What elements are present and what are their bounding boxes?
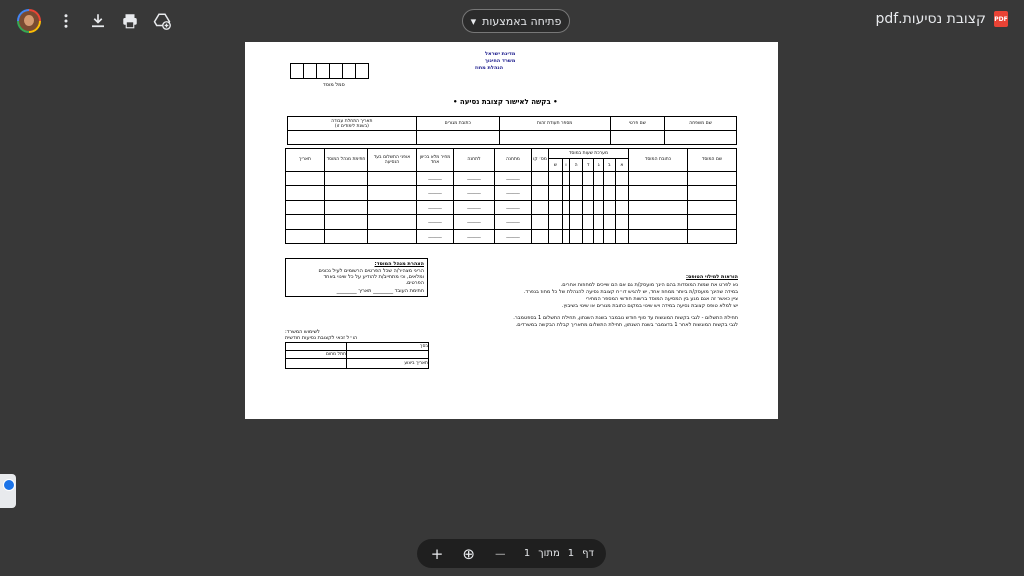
pdf-file-icon: PDF [994, 11, 1008, 27]
office-use-title: לשימוש המשרד: [285, 329, 320, 335]
institution-code-label: סמל מוסד [323, 82, 345, 88]
office-amount: בסך [347, 343, 429, 351]
total-pages: 1 [523, 548, 531, 559]
day-label: ג [594, 159, 603, 171]
of-label: מתוך [538, 548, 560, 559]
manager-box-line3: הפרטים. [405, 280, 424, 286]
side-panel-tab[interactable] [0, 474, 16, 508]
institution-code-boxes[interactable] [291, 63, 369, 79]
col-institution-name: שם המוסד [688, 149, 737, 172]
col-line-number: מס׳ קו [532, 149, 549, 172]
table-row[interactable]: ______ ______ ______ [286, 215, 737, 229]
day-label: ש [549, 159, 563, 171]
page-label: דף [582, 548, 594, 559]
input-cell[interactable] [665, 131, 737, 145]
top-toolbar [0, 0, 1024, 42]
teamviewer-icon [3, 479, 15, 491]
zoom-icon[interactable]: ⊕ [462, 544, 475, 563]
chevron-down-icon: ▾ [470, 14, 477, 28]
instructions-line6: לגבי בקשות המוגשות לאחר 1 בדצמבר בשנת השנתון, תחילת התשלום מתאריך קבלת הבקשה במשרדים. [515, 322, 738, 328]
more-vert-icon[interactable] [57, 12, 75, 30]
table-row[interactable]: ______ ______ ______ [286, 186, 737, 200]
current-page[interactable]: 1 [567, 548, 575, 559]
day-label: ה [570, 159, 583, 171]
table-row[interactable]: ______ ______ ______ [286, 200, 737, 214]
file-title [875, 11, 1008, 27]
page-controls [417, 539, 606, 568]
input-cell[interactable] [499, 131, 610, 145]
office-use-table [285, 342, 429, 369]
instructions-line2: במידה שהינך מועסק/ת ביותר ממחוז אחד, יש להגיש דו״ח קצובת נסיעה להנהלת של כל מחוז בנפרד. [523, 289, 738, 295]
col-schedule: מערכת שעות במוסד [549, 149, 629, 159]
header-ministry-line1: מדינת ישראל [485, 51, 516, 57]
header-ministry-line2: משרד החינוך [485, 58, 516, 64]
instructions-line4: יש למלא טופס קצובת נסיעה במידה ויש שינוי במקום כתובת מגורים או שינוי בשיבוץ. [561, 303, 738, 309]
day-label: ד [583, 159, 594, 171]
col-payment-method: אופני התשלום בעד הנסיעה [368, 149, 417, 172]
header-start-date: תאריך התחלת עבודה (בשנת לימודים זו) [288, 117, 417, 131]
open-with-label: פתיחה באמצעות [482, 14, 562, 28]
page-indicator [524, 548, 594, 559]
table-row[interactable]: ______ ______ ______ [286, 229, 737, 243]
col-full-price: מחיר מלא בכיוון אחד [417, 149, 454, 172]
instructions-line1: נא לפרט את שמות המוסדות בהם הינך מועסק/ת גם אם הם שייכים למחוזות אחרים. [560, 282, 738, 288]
col-from-station: מתחנה [495, 149, 532, 172]
header-address: כתובת מגורים [416, 117, 499, 131]
route-table [285, 148, 737, 244]
print-icon[interactable] [121, 12, 139, 30]
instructions-line5: תחילת התשלום - לגבי בקשות המוגשות עד סוף חודש נובמבר בשנת השנתון, תחילת התשלום 1 בספטמבר. [513, 315, 738, 321]
manager-box-signature[interactable]: חתימת העובד ________ תאריך ________ [336, 288, 424, 294]
table-row[interactable]: ______ ______ ______ [286, 171, 737, 185]
col-date: תאריך [286, 149, 325, 172]
zoom-out-button[interactable]: − [493, 544, 507, 563]
avatar[interactable] [17, 9, 41, 33]
avatar-photo [19, 11, 39, 31]
input-cell[interactable] [288, 131, 417, 145]
open-with-button[interactable] [462, 9, 570, 33]
manager-declaration-box [285, 258, 428, 297]
manager-box-line2: ומלאים, וכי מתחייב/ת להודיע על כל שינוי באחד [323, 274, 424, 280]
header-last-name: שם משפחה [665, 117, 737, 131]
add-to-drive-icon[interactable] [153, 12, 171, 30]
download-icon[interactable] [89, 12, 107, 30]
col-manager-signature: חתימת מנהל המוסד [325, 149, 368, 172]
office-use-line: הו״ל זכאי לקצובת נסיעות חודשית [285, 335, 358, 341]
manager-box-title: הצהרת מנהל המוסד: [374, 261, 424, 267]
header-id-number: מספר תעודת זהות [499, 117, 610, 131]
office-date: תאריך ביצוע [347, 359, 429, 369]
col-to-station: לתחנה [454, 149, 495, 172]
manager-box-line1: הריני מצהיר/ה שכל הפרטים הרשומים לעיל נכונים [318, 268, 424, 274]
input-cell[interactable] [610, 131, 665, 145]
day-label: ו [562, 159, 569, 171]
personal-details-table [287, 116, 737, 145]
col-institution-address: כתובת המוסד [629, 149, 688, 172]
day-label: ב [603, 159, 615, 171]
file-name: קצובת נסיעות.pdf [875, 11, 986, 27]
zoom-in-button[interactable]: + [430, 544, 444, 563]
avatar-face [24, 15, 34, 26]
instructions-line3: ציין כאשר זה אגם מגע בין המסיעה המוסד ברשות חודשי המספר המחירי [585, 296, 738, 302]
form-title: • בקשה לאישור קצובת נסיעה • [453, 98, 558, 106]
header-first-name: שם פרטי [610, 117, 665, 131]
input-cell[interactable] [416, 131, 499, 145]
pdf-page [245, 42, 778, 419]
header-ministry-line3: הנהלת מחוז [475, 65, 504, 71]
day-label: א [615, 159, 628, 171]
instructions-title: הוראות למילוי הטופס: [686, 274, 738, 280]
office-signature: חתל מחום [286, 351, 347, 359]
